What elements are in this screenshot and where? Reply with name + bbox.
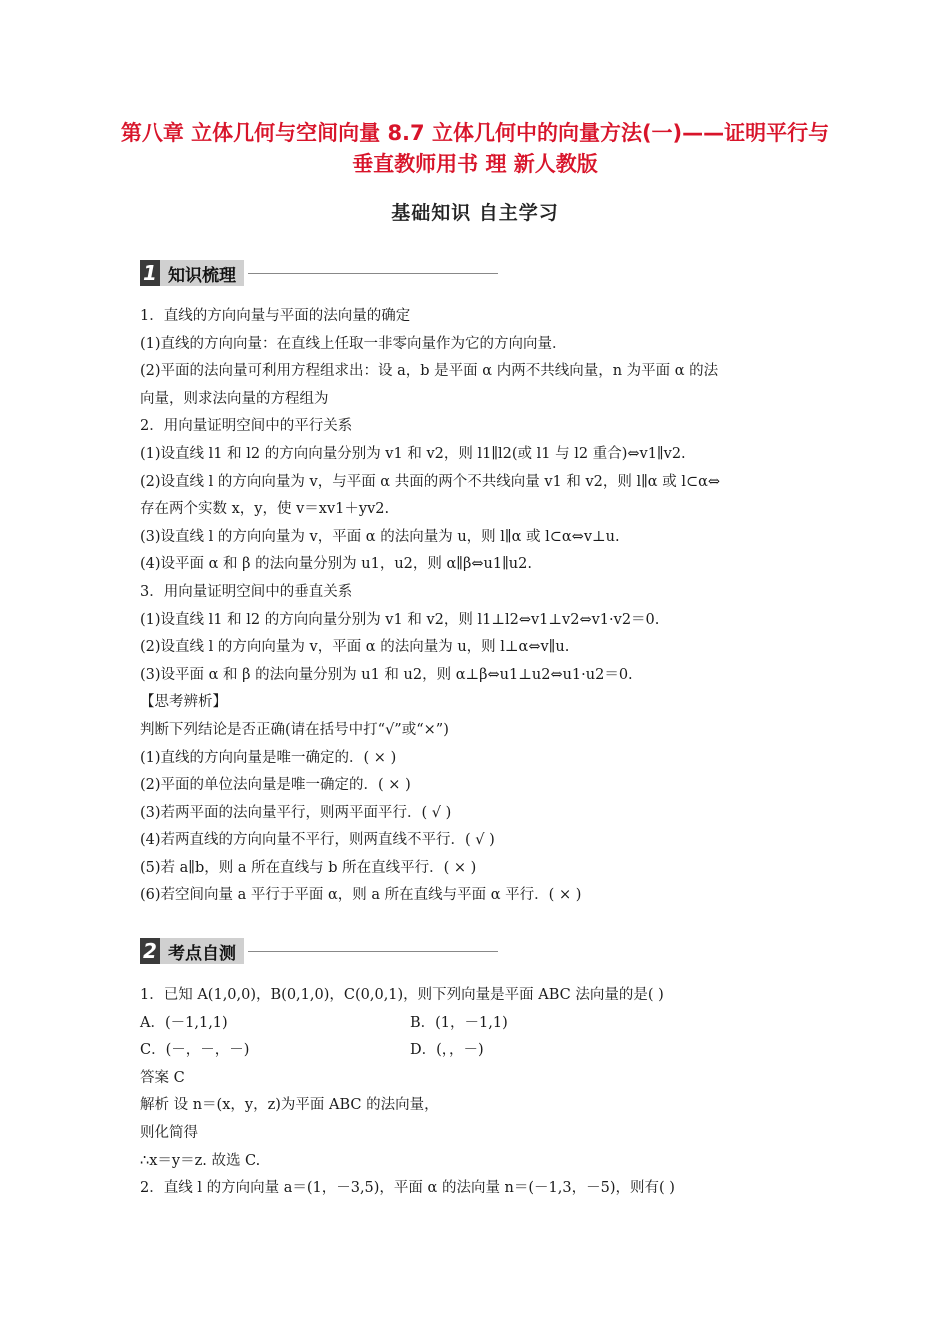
text-line: 判断下列结论是否正确(请在括号中打“√”或“×”) <box>140 721 449 738</box>
section-badge <box>140 260 244 286</box>
text-line: (4)若两直线的方向向量不平行，则两直线不平行．( √ ) <box>140 832 495 849</box>
text-line: (2)平面的单位法向量是唯一确定的．( × ) <box>140 777 411 794</box>
section-header-quiz <box>140 938 498 964</box>
option-a: A．(－1,1,1) <box>140 1014 228 1031</box>
text-line: 3．用向量证明空间中的垂直关系 <box>140 583 353 600</box>
question-1: 1．已知 A(1,0,0)，B(0,1,0)，C(0,0,1)，则下列向量是平面 ABC 法向量的是( ) <box>140 987 664 1003</box>
options-row <box>140 1010 812 1038</box>
text-line: (1)设直线 l1 和 l2 的方向向量分别为 v1 和 v2，则 l1⊥l2⇔v1⊥v2⇔v1·v2＝0. <box>140 611 660 628</box>
text-line: (5)若 a∥b，则 a 所在直线与 b 所在直线平行．( × ) <box>140 859 477 876</box>
text-line: 2．用向量证明空间中的平行关系 <box>140 418 353 435</box>
text-line: (6)若空间向量 a 平行于平面 α，则 a 所在直线与平面 α 平行．( × ) <box>140 887 582 904</box>
text-line: (3)若两平面的法向量平行，则两平面平行．( √ ) <box>140 804 452 821</box>
text-line: (2)设直线 l 的方向向量为 v，平面 α 的法向量为 u，则 l⊥α⇔v∥u. <box>140 639 570 656</box>
section-number: 1 <box>140 260 160 286</box>
text-line: (2)设直线 l 的方向向量为 v，与平面 α 共面的两个不共线向量 v1 和 v2，则 l∥α 或 l⊂α⇔ <box>140 473 721 490</box>
text-line: (2)平面的法向量可利用方程组求出：设 a，b 是平面 α 内两不共线向量，n 为平面 α 的法 <box>140 363 719 380</box>
section-title: 考点自测 <box>168 943 236 964</box>
conclusion: ∴x＝y＝z. 故选 C. <box>140 1152 261 1169</box>
text-line: (1)直线的方向向量是唯一确定的．( × ) <box>140 749 397 766</box>
section-divider <box>248 273 498 274</box>
quiz-body <box>140 982 812 1203</box>
options-row <box>140 1037 812 1065</box>
knowledge-body <box>140 303 812 910</box>
section-title: 知识梳理 <box>168 265 236 286</box>
option-c: C．(－，－，－) <box>140 1042 250 1059</box>
answer: 答案 C <box>140 1069 185 1086</box>
text-line: (1)直线的方向向量：在直线上任取一非零向量作为它的方向向量． <box>140 335 567 352</box>
question-2: 2．直线 l 的方向向量 a＝(1，－3,5)，平面 α 的法向量 n＝(－1,3，－5)，则有( ) <box>140 1180 675 1197</box>
text-line: (3)设平面 α 和 β 的法向量分别为 u1 和 u2，则 α⊥β⇔u1⊥u2⇔u1·u2＝0. <box>140 666 633 683</box>
section-subtitle: 基础知识 自主学习 <box>391 202 559 224</box>
section-header-knowledge <box>140 260 498 286</box>
page-title: 第八章 立体几何与空间向量 8.7 立体几何中的向量方法(一)——证明平行与垂直教师用书 理 新人教版 <box>120 121 830 176</box>
text-line: (3)设直线 l 的方向向量为 v，平面 α 的法向量为 u，则 l∥α 或 l⊂α⇔v⊥u. <box>140 528 620 545</box>
section-number: 2 <box>140 938 160 964</box>
section-badge <box>140 938 244 964</box>
simplify-line: 则化简得 <box>140 1124 198 1141</box>
text-line: 【思考辨析】 <box>140 694 227 711</box>
analysis: 解析 设 n＝(x，y，z)为平面 ABC 的法向量， <box>140 1097 439 1114</box>
option-d: D．(，，－) <box>410 1042 484 1059</box>
text-line: 存在两个实数 x，y，使 v＝xv1＋yv2. <box>140 501 390 518</box>
option-b: B．(1，－1,1) <box>410 1014 508 1031</box>
text-line: (1)设直线 l1 和 l2 的方向向量分别为 v1 和 v2，则 l1∥l2(或 l1 与 l2 重合)⇔v1∥v2. <box>140 445 686 462</box>
section-divider <box>248 951 498 952</box>
text-line: 1．直线的方向向量与平面的法向量的确定 <box>140 308 411 324</box>
text-line: 向量，则求法向量的方程组为 <box>140 390 329 407</box>
text-line: (4)设平面 α 和 β 的法向量分别为 u1，u2，则 α∥β⇔u1∥u2. <box>140 556 532 573</box>
